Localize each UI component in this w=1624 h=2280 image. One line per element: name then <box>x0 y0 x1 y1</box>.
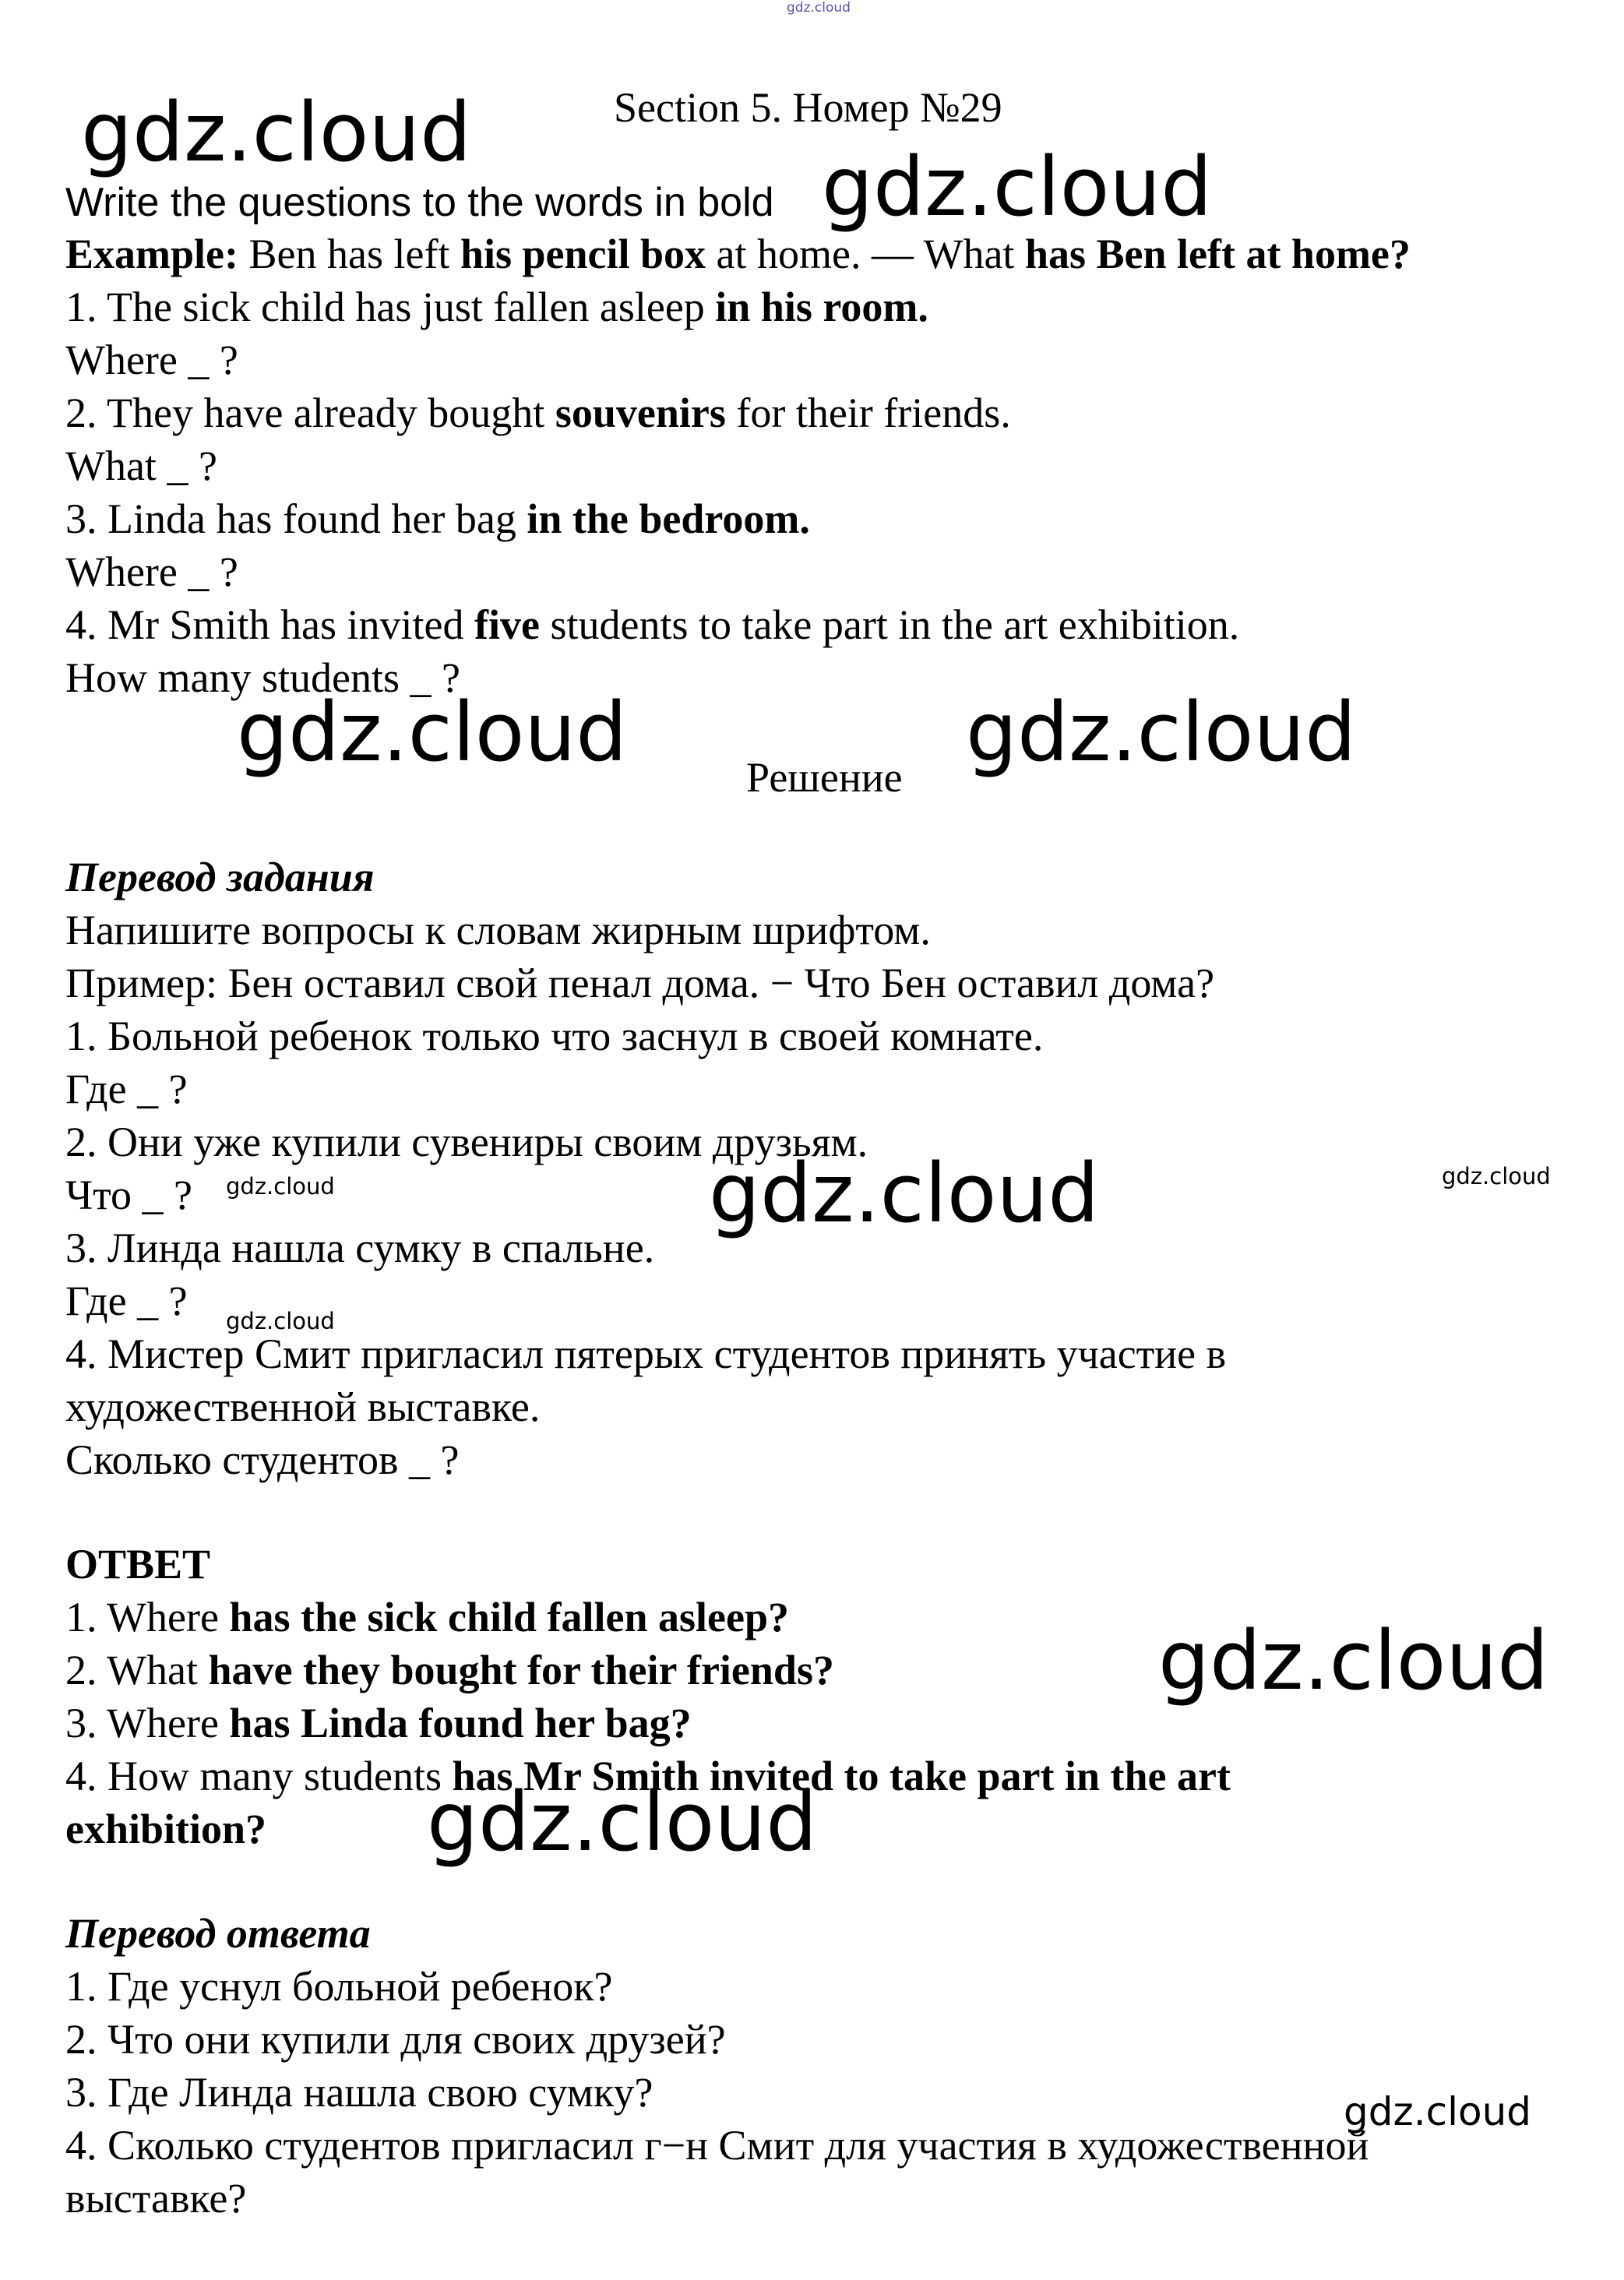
translation-task-line: художественной выставке. <box>65 1383 541 1430</box>
watermark-logo: gdz.cloud <box>822 139 1213 234</box>
task-item-1-prompt: Where _ ? <box>65 337 238 383</box>
translation-task-line: 3. Линда нашла сумку в спальне. <box>65 1225 655 1271</box>
task-instruction: Write the questions to the words in bold <box>65 180 774 225</box>
answer-item-3: 3. Where has Linda found her bag? <box>65 1700 692 1746</box>
watermark-top-small: gdz.cloud <box>787 0 851 16</box>
translation-answer-line: 1. Где уснул больной ребенок? <box>65 1963 613 2010</box>
translation-task-line: 4. Мистер Смит пригласил пятерых студентов принять участие в <box>65 1330 1227 1377</box>
translation-task-line: Пример: Бен оставил свой пенал дома. − Что Бен оставил дома? <box>65 960 1215 1006</box>
translation-answer-line: выставке? <box>65 2175 247 2222</box>
translation-answer-line: 2. Что они купили для своих друзей? <box>65 2016 726 2063</box>
task-item-4: 4. Mr Smith has invited five students to take part in the art exhibition. <box>65 601 1240 648</box>
watermark-logo: gdz.cloud <box>427 1774 818 1869</box>
watermark-small: gdz.cloud <box>226 1308 335 1334</box>
translation-task-line: 2. Они уже купили сувениры своим друзьям. <box>65 1119 868 1165</box>
task-example: Example: Ben has left his pencil box at home. — What has Ben left at home? <box>65 231 1411 277</box>
answer-item-4-continuation: exhibition? <box>65 1806 267 1852</box>
watermark-medium: gdz.cloud <box>1344 2089 1532 2134</box>
task-item-1: 1. The sick child has just fallen asleep in his room. <box>65 284 928 330</box>
translation-task-line: Сколько студентов _ ? <box>65 1436 460 1483</box>
watermark-logo: gdz.cloud <box>966 685 1357 780</box>
solution-label: Решение <box>746 754 903 801</box>
page-title: Section 5. Номер №29 <box>614 84 1002 131</box>
answer-item-2: 2. What have they bought for their friends? <box>65 1647 834 1693</box>
translation-task-line: Что _ ? <box>65 1172 192 1218</box>
task-item-2-prompt: What _ ? <box>65 442 217 489</box>
translation-task-line: Напишите вопросы к словам жирным шрифтом. <box>65 907 931 953</box>
example-label: Example: <box>65 231 238 277</box>
watermark-logo: gdz.cloud <box>1158 1613 1549 1708</box>
translation-task-line: 1. Больной ребенок только что заснул в своей комнате. <box>65 1013 1044 1059</box>
translation-task-line: Где _ ? <box>65 1066 188 1112</box>
task-item-2: 2. They have already bought souvenirs for their friends. <box>65 389 1011 436</box>
watermark-logo: gdz.cloud <box>81 85 472 180</box>
answer-item-4: 4. How many students has Mr Smith invited to take part in the art <box>65 1753 1231 1799</box>
answer-item-1: 1. Where has the sick child fallen asleep? <box>65 1594 789 1640</box>
watermark-logo: gdz.cloud <box>709 1146 1100 1241</box>
task-item-3: 3. Linda has found her bag in the bedroom. <box>65 495 810 542</box>
translation-task-heading: Перевод задания <box>65 854 375 900</box>
translation-answer-heading: Перевод ответа <box>65 1910 371 1957</box>
answer-heading: ОТВЕТ <box>65 1541 211 1588</box>
translation-answer-line: 3. Где Линда нашла свою сумку? <box>65 2069 653 2116</box>
task-item-4-prompt: How many students _ ? <box>65 654 460 701</box>
translation-answer-line: 4. Сколько студентов пригласил г−н Смит для участия в художественной <box>65 2122 1369 2169</box>
translation-task-line: Где _ ? <box>65 1277 188 1324</box>
watermark-logo: gdz.cloud <box>237 685 628 780</box>
watermark-small: gdz.cloud <box>226 1173 335 1200</box>
watermark-small: gdz.cloud <box>1442 1163 1551 1189</box>
task-item-3-prompt: Where _ ? <box>65 548 238 595</box>
